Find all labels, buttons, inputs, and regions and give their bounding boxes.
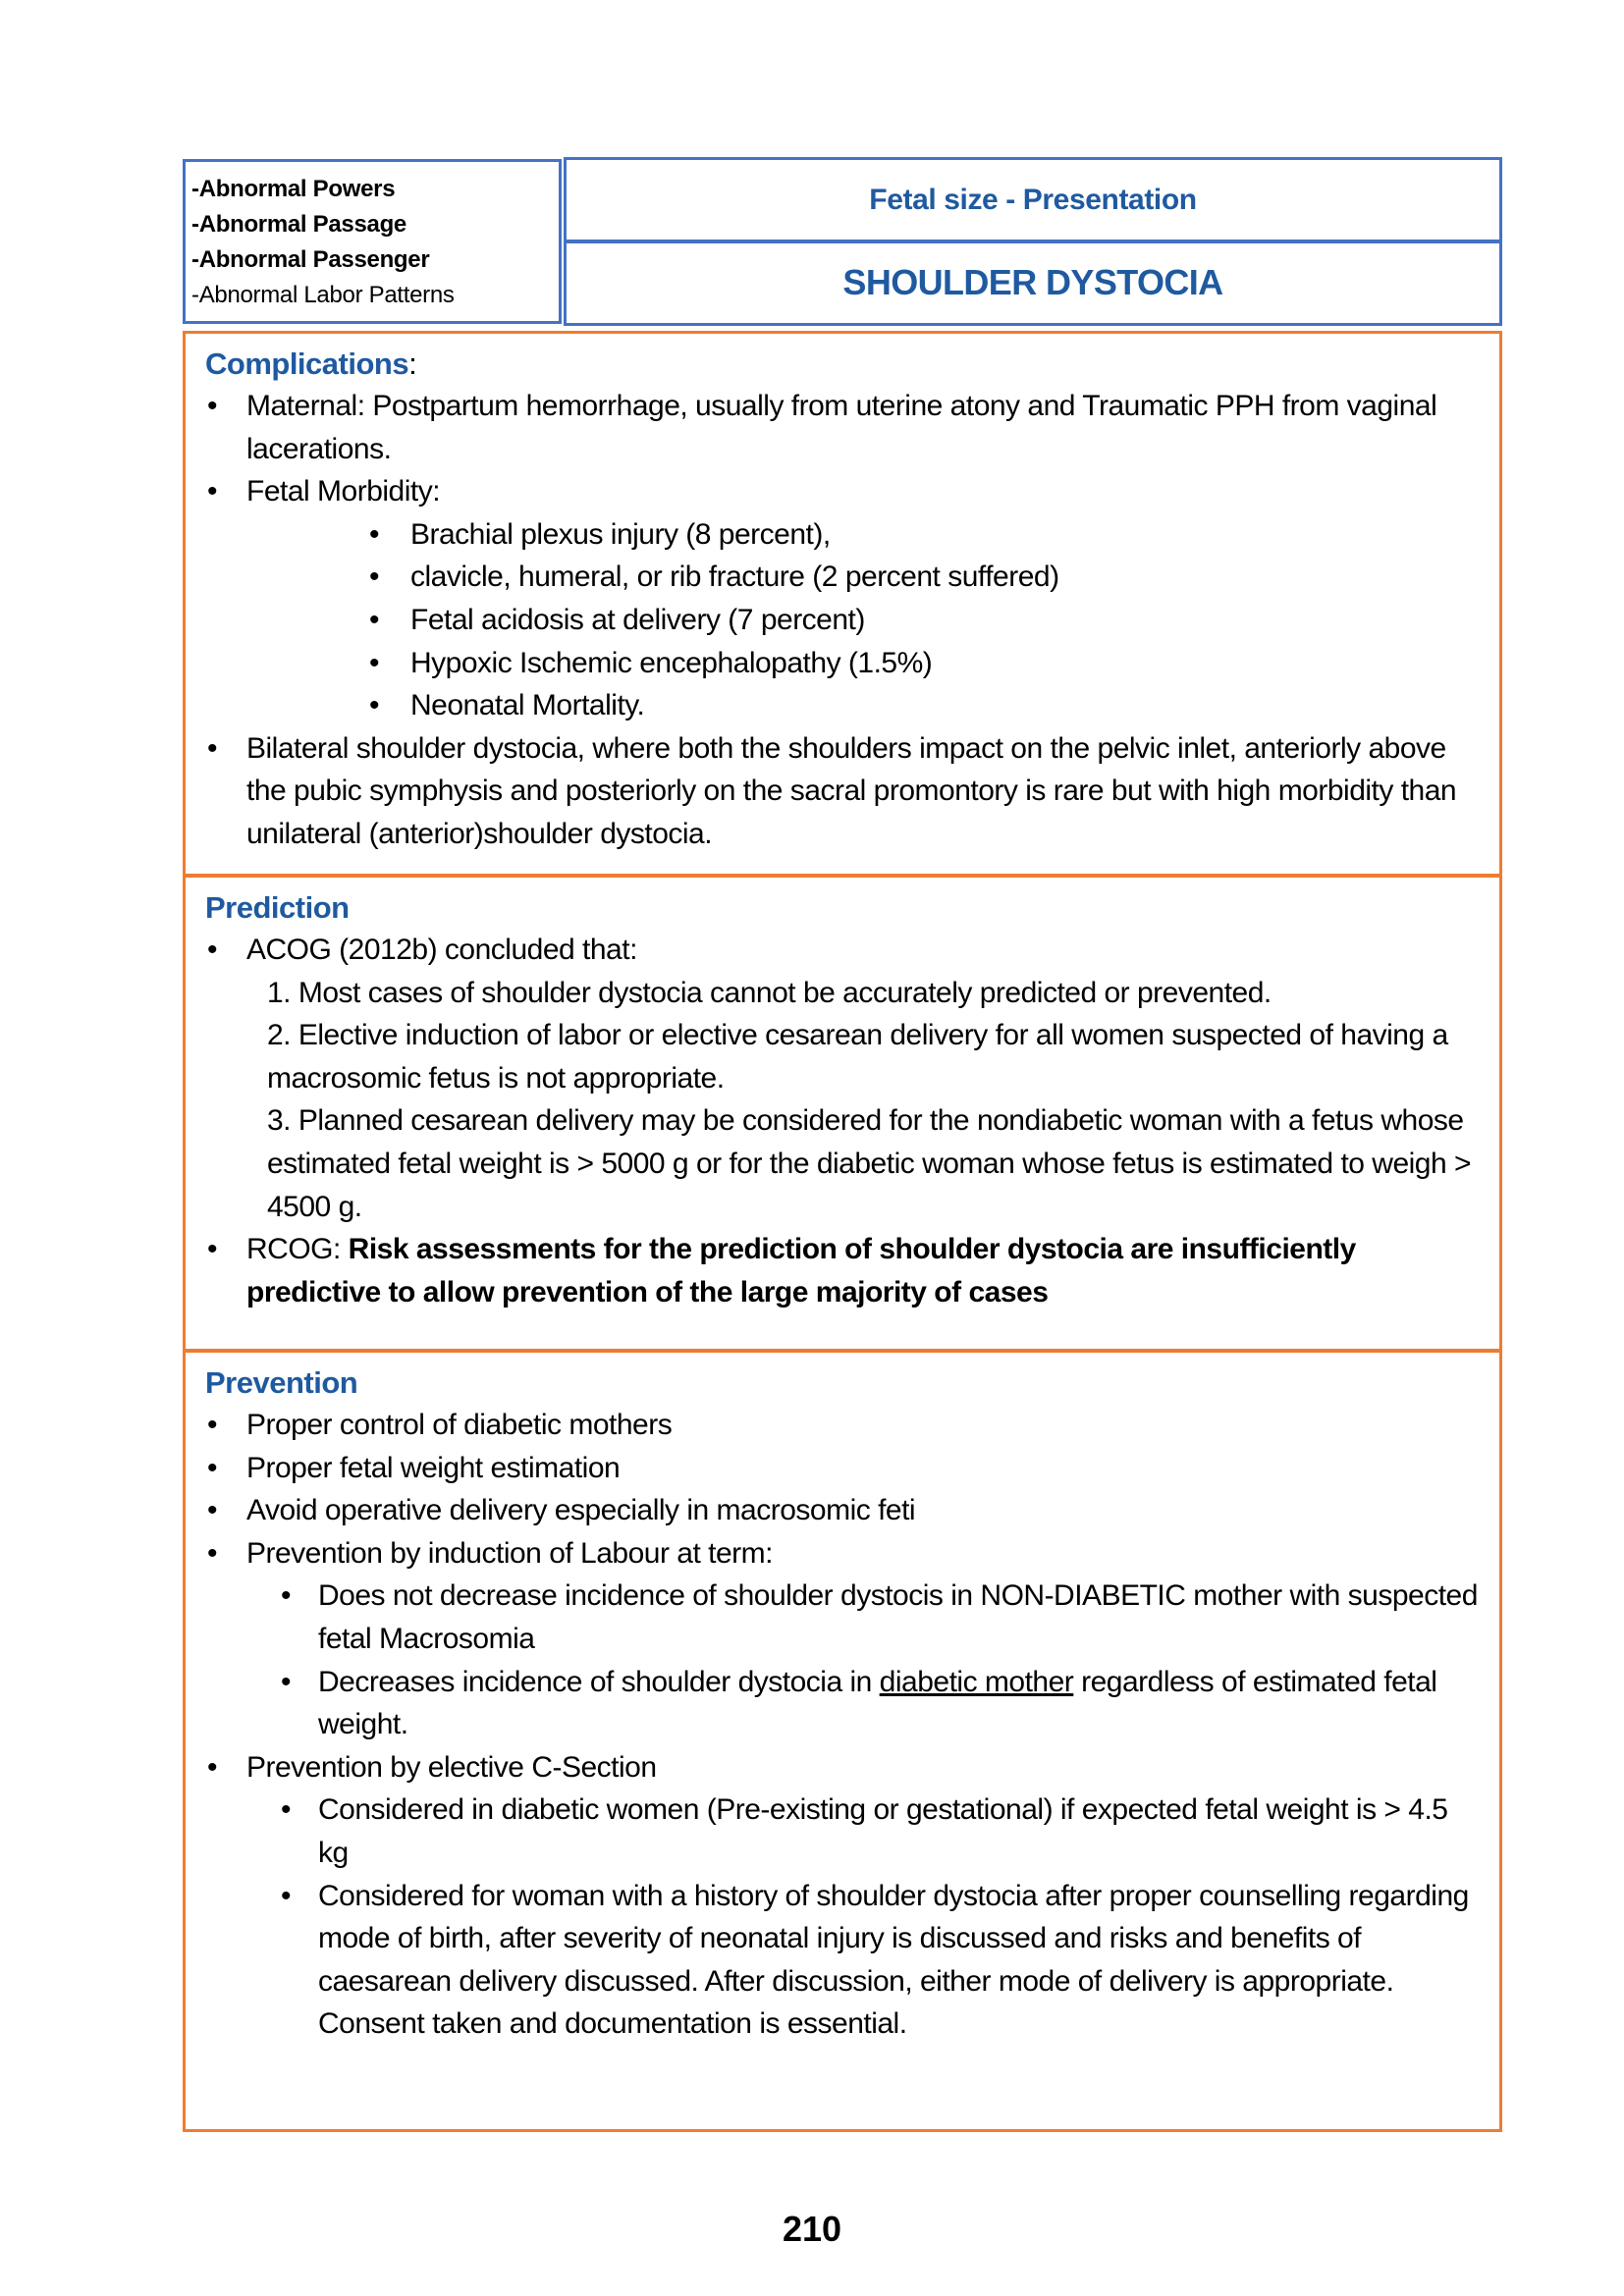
- bullet-icon: •: [207, 1494, 218, 1527]
- prediction-list: [205, 929, 1480, 972]
- item-text: Bilateral shoulder dystocia, where both the shoulders impact on the pelvic inlet, anteriorly above the pubic symphysis and posteriorly on the sacral promontory is rare but with high morbidity than unilateral (anterior)shoulder dystocia.: [246, 731, 1457, 850]
- sub-list-item: [205, 599, 1480, 642]
- bullet-icon: •: [281, 1879, 292, 1912]
- category-item: -Abnormal Labor Patterns: [191, 282, 455, 308]
- numbered-point: 2. Elective induction of labor or elective cesarean delivery for all women suspected of having a macrosomic fetus is not appropriate.: [267, 1019, 1448, 1095]
- item-text: Hypoxic Ischemic encephalopathy (1.5%): [410, 646, 933, 679]
- bullet-icon: •: [207, 1409, 218, 1441]
- bullet-icon: •: [369, 689, 380, 722]
- bullet-icon: •: [207, 390, 218, 422]
- list-item: [205, 1228, 1480, 1313]
- bullet-icon: •: [207, 475, 218, 508]
- sub-list-item: [205, 642, 1480, 685]
- heading-text: Complications: [205, 347, 409, 381]
- sub-list-item: [205, 1875, 1480, 2046]
- list-item: [205, 929, 1480, 972]
- category-item: -Abnormal Passenger: [191, 246, 430, 273]
- page-number: 210: [782, 2209, 842, 2249]
- bullet-icon: •: [369, 603, 380, 636]
- complications-list: [205, 385, 1480, 856]
- sub-list-item: [205, 556, 1480, 599]
- bullet-icon: •: [207, 1233, 218, 1266]
- list-item: [205, 1532, 1480, 1575]
- item-text: Prevention by induction of Labour at term:: [246, 1536, 773, 1570]
- bullet-icon: •: [369, 561, 380, 594]
- sub-list-item: [205, 684, 1480, 727]
- bullet-icon: •: [207, 1750, 218, 1784]
- numbered-point: 1. Most cases of shoulder dystocia cannot be accurately predicted or prevented.: [267, 976, 1272, 1009]
- bullet-icon: •: [281, 1665, 292, 1698]
- list-item: [205, 1404, 1480, 1447]
- prevention-list: [205, 1404, 1480, 2046]
- item-text: Neonatal Mortality.: [410, 689, 645, 722]
- header-table: [183, 157, 1502, 326]
- prevention-section: [183, 1349, 1502, 2132]
- item-text: Avoid operative delivery especially in macrosomic feti: [246, 1494, 916, 1527]
- page-subtitle: Fetal size - Presentation: [869, 184, 1197, 216]
- sub-list-item: [205, 1575, 1480, 1660]
- header-subtitle-cell: [564, 157, 1502, 243]
- bullet-icon: •: [281, 1793, 292, 1827]
- list-item: [205, 727, 1480, 856]
- list-item: [205, 385, 1480, 470]
- sub-list-item: [205, 1661, 1480, 1746]
- item-text: Brachial plexus injury (8 percent),: [410, 517, 831, 551]
- section-heading: Prevention: [205, 1365, 358, 1400]
- bullet-icon: •: [369, 646, 380, 679]
- item-text: Considered for woman with a history of shoulder dystocia after proper counselling regarding mode of birth, after severity of neonatal injury is discussed and risks and benefits of caesarean delivery discussed. After discussion, either mode of delivery is appropriate. Consent taken and documentation is essential.: [318, 1879, 1469, 2041]
- item-text: Fetal Morbidity:: [246, 475, 441, 508]
- item-text: regardless of estimated fetal weight.: [318, 1665, 1437, 1741]
- item-text: ACOG (2012b) concluded that:: [246, 934, 637, 966]
- numbered-point: 3. Planned cesarean delivery may be considered for the nondiabetic woman with a fetus whose estimated fetal weight is > 5000 g or for the diabetic woman whose fetus is estimated to weigh > 4500 g.: [267, 1104, 1472, 1223]
- bullet-icon: •: [207, 1451, 218, 1484]
- complications-section: [183, 331, 1502, 877]
- bullet-icon: •: [207, 731, 218, 765]
- item-text: Does not decrease incidence of shoulder dystocis in NON-DIABETIC mother with suspected fetal Macrosomia: [318, 1579, 1478, 1655]
- section-heading: Prediction: [205, 890, 350, 925]
- section-heading: [205, 344, 1480, 385]
- item-bold-text: Risk assessments for the prediction of shoulder dystocia are insufficiently predictive to allow prevention of the large majority of cases: [246, 1233, 1356, 1308]
- list-item: [205, 1746, 1480, 1789]
- item-text: Proper control of diabetic mothers: [246, 1409, 673, 1441]
- bullet-icon: •: [207, 934, 218, 966]
- page-title: SHOULDER DYSTOCIA: [842, 262, 1223, 302]
- sub-list-item: [205, 1789, 1480, 1874]
- bullet-icon: •: [369, 517, 380, 551]
- item-text: Fetal acidosis at delivery (7 percent): [410, 603, 865, 636]
- heading-colon: :: [408, 347, 417, 381]
- underlined-text: diabetic mother: [879, 1665, 1074, 1698]
- list-item: [205, 1489, 1480, 1532]
- list-item: [205, 470, 1480, 513]
- item-text: Maternal: Postpartum hemorrhage, usually from uterine atony and Traumatic PPH from vaginal lacerations.: [246, 390, 1437, 465]
- item-text: Decreases incidence of shoulder dystocia in: [318, 1665, 880, 1698]
- item-text: Considered in diabetic women (Pre-existing or gestational) if expected fetal weight is > 4.5 kg: [318, 1793, 1448, 1869]
- item-prefix: RCOG:: [246, 1233, 349, 1266]
- item-text: Proper fetal weight estimation: [246, 1451, 621, 1484]
- sub-list-item: [205, 513, 1480, 557]
- item-text: clavicle, humeral, or rib fracture (2 percent suffered): [410, 561, 1059, 594]
- item-text: Prevention by elective C-Section: [246, 1750, 657, 1784]
- bullet-icon: •: [281, 1579, 292, 1613]
- header-category-list: [183, 159, 562, 324]
- category-item: -Abnormal Passage: [191, 211, 406, 238]
- header-title-cell: [564, 240, 1502, 326]
- bullet-icon: •: [207, 1536, 218, 1570]
- category-item: -Abnormal Powers: [191, 176, 396, 202]
- prediction-list-rcog: [205, 1228, 1480, 1313]
- list-item: [205, 1447, 1480, 1490]
- prediction-section: [183, 874, 1502, 1352]
